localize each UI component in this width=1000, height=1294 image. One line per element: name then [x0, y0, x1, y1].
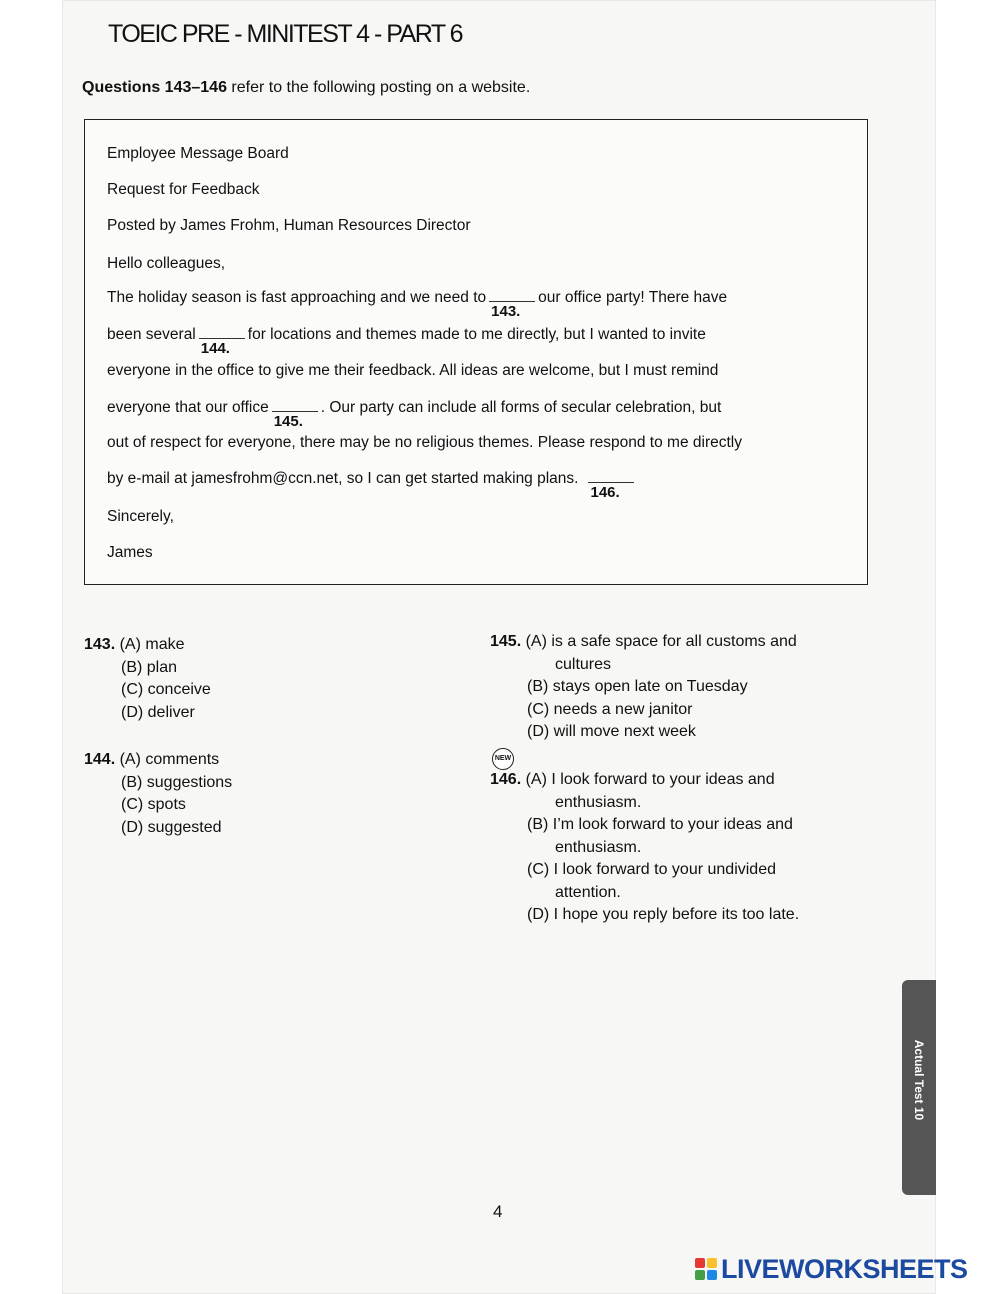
- questions-range: Questions 143–146: [82, 79, 227, 96]
- passage-line-1: The holiday season is fast approaching and we need to 143. our office party! There have: [107, 289, 728, 320]
- worksheet-title: TOEIC PRE - MINITEST 4 - PART 6: [108, 20, 463, 48]
- question-146-option-c-cont: attention.: [555, 883, 621, 901]
- passage-line-2: been several 144. for locations and themes made to me directly, but I wanted to invite: [107, 326, 706, 357]
- passage-heading: Employee Message Board: [107, 145, 289, 162]
- question-145-option-b[interactable]: (B) stays open late on Tuesday: [527, 678, 748, 695]
- passage-signature: James: [107, 544, 153, 561]
- page-number: 4: [493, 1202, 503, 1221]
- passage-line-5: out of respect for everyone, there may be no religious themes. Please respond to me directly: [107, 434, 742, 451]
- passage-closing: Sincerely,: [107, 508, 174, 525]
- liveworksheets-brand: [695, 1254, 968, 1284]
- passage-subject: Request for Feedback: [107, 181, 260, 198]
- question-145: [490, 631, 797, 744]
- question-144: [84, 749, 232, 839]
- passage-byline: Posted by James Frohm, Human Resources Director: [107, 217, 471, 234]
- question-143-option-c[interactable]: (C) conceive: [121, 681, 211, 698]
- question-143: [84, 634, 211, 724]
- passage-line-4: everyone that our office 145. . Our party can include all forms of secular celebration, but: [107, 399, 722, 430]
- brand-text: LIVEWORKSHEETS: [721, 1253, 968, 1284]
- question-143-option-d[interactable]: (D) deliver: [121, 703, 195, 721]
- section-side-tab: [902, 980, 936, 1195]
- question-144-option-d[interactable]: (D) suggested: [121, 818, 222, 836]
- question-144-option-b[interactable]: (B) suggestions: [121, 773, 233, 791]
- questions-intro: [82, 79, 530, 97]
- liveworksheets-logo-icon: [695, 1258, 717, 1280]
- question-146-option-b-cont: enthusiasm.: [555, 838, 642, 856]
- question-145-option-c[interactable]: (C) needs a new janitor: [527, 700, 693, 718]
- question-143-option-a[interactable]: 143. (A) make: [84, 636, 185, 653]
- new-badge-icon: NEW: [492, 748, 514, 770]
- question-146-option-d[interactable]: (D) I hope you reply before its too late.: [527, 906, 800, 923]
- question-146-option-c[interactable]: (C) I look forward to your undivided: [527, 861, 776, 878]
- question-146: [490, 769, 799, 927]
- passage-line-3: everyone in the office to give me their feedback. All ideas are welcome, but I must remind: [107, 362, 719, 379]
- question-146-option-a-cont: enthusiasm.: [555, 793, 642, 811]
- passage-box: [84, 119, 868, 585]
- question-145-option-d[interactable]: (D) will move next week: [527, 723, 696, 740]
- blank-144[interactable]: 144.: [199, 326, 245, 339]
- question-146-option-b[interactable]: (B) I’m look forward to your ideas and: [527, 816, 793, 833]
- blank-143[interactable]: 143.: [489, 289, 535, 302]
- question-144-option-c[interactable]: (C) spots: [121, 796, 186, 813]
- blank-145[interactable]: 145.: [272, 399, 318, 412]
- intro-text: refer to the following posting on a website.: [226, 79, 531, 96]
- passage-greeting: Hello colleagues,: [107, 255, 226, 272]
- question-144-option-a[interactable]: 144. (A) comments: [84, 751, 220, 768]
- question-145-option-a[interactable]: 145. (A) is a safe space for all customs and: [490, 633, 797, 650]
- question-146-option-a[interactable]: 146. (A) I look forward to your ideas and: [490, 771, 775, 788]
- blank-146[interactable]: 146.: [588, 470, 634, 483]
- passage-line-6: by e-mail at jamesfrohm@ccn.net, so I can get started making plans. 146.: [107, 470, 637, 488]
- side-tab-label: Actual Test 10: [912, 1039, 926, 1121]
- question-145-option-a-cont: cultures: [555, 655, 612, 673]
- question-143-option-b[interactable]: (B) plan: [121, 658, 178, 676]
